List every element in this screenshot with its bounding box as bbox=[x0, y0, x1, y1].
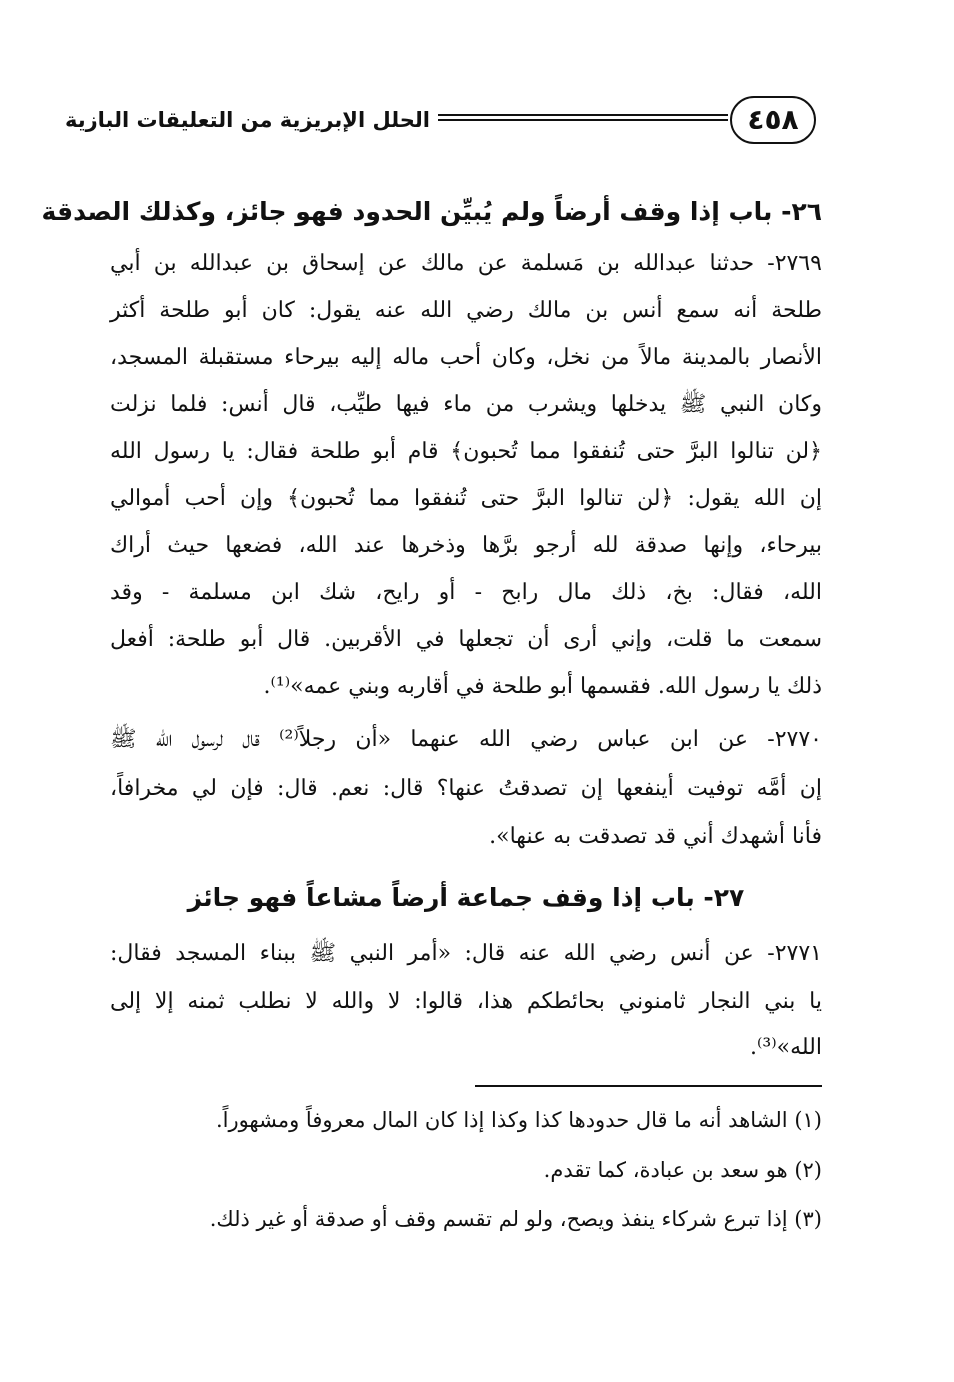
footnote: (٢) هو سعد بن عبادة، كما تقدم. bbox=[543, 1158, 822, 1182]
footnote: (١) الشاهد أنه ما قال حدودها كذا وكذا إذا كان المال معروفاً ومشهوراً. bbox=[215, 1108, 822, 1132]
text-line: إن أمَّه توفيت أينفعها إن تصدقتُ عنها؟ قال: نعم. قال: فإن لي مخرافاً، bbox=[110, 776, 822, 801]
footnote-separator bbox=[475, 1085, 822, 1087]
text-line: ٢٧٧٠- عن ابن عباس رضي الله عنهما «أن رجلاً⁽²⁾ قال لرسول الله ﷺ bbox=[110, 727, 822, 752]
text-line: الله، فقال: بخ، ذلك مال رابح - أو رايح، شك ابن مسلمة - وقد bbox=[110, 580, 822, 605]
header-rule bbox=[438, 114, 728, 124]
page-number: ٤٥٨ bbox=[730, 96, 816, 144]
text-line: سمعت ما قلت، وإني أرى أن تجعلها في الأقربين. قال أبو طلحة: أفعل bbox=[110, 627, 822, 652]
running-title: الحلل الإبريزية من التعليقات البازية bbox=[64, 108, 430, 132]
section-heading-27: ٢٧- باب إذا وقف جماعة أرضاً مشاعاً فهو جائز bbox=[187, 883, 745, 912]
text-line: إن الله يقول: ﴿لن تنالوا البرَّ حتى تُنفقوا مما تُحبون﴾ وإن أحب أموالي bbox=[110, 486, 822, 511]
text-line: ٢٧٧١- عن أنس رضي الله عنه قال: «أمر النبي ﷺ ببناء المسجد فقال: bbox=[110, 941, 822, 966]
text-line: بيرحاء، وإنها صدقة لله أرجو برَّها وذخرها عند الله، فضعها حيث أراك bbox=[110, 533, 822, 558]
text-line: ٢٧٦٩- حدثنا عبدالله بن مَسلمة عن مالك عن إسحاق بن عبدالله بن أبي bbox=[110, 251, 822, 276]
text-line: وكان النبي ﷺ يدخلها ويشرب من ماء فيها طيِّب، قال أنس: فلما نزلت bbox=[110, 392, 822, 417]
page-header bbox=[64, 96, 822, 152]
text-line: ذلك يا رسول الله. فقسمها أبو طلحة في أقاربه وبني عمه»⁽¹⁾. bbox=[263, 674, 822, 699]
text-line: يا بني النجار ثامنوني بحائطكم هذا، قالوا: لا والله لا نطلب ثمنه إلا إلى bbox=[110, 989, 822, 1014]
section-heading-26: ٢٦- باب إذا وقف أرضاً ولم يُبيِّن الحدود فهو جائز، وكذلك الصدقة bbox=[41, 197, 822, 226]
text-line: الأنصار بالمدينة مالاً من نخل، وكان أحب ماله إليه بيرحاء مستقبلة المسجد، bbox=[110, 345, 822, 370]
text-line: طلحة أنه سمع أنس بن مالك رضي الله عنه يقول: كان أبو طلحة أكثر bbox=[110, 298, 822, 323]
text-line: ﴿لن تنالوا البرَّ حتى تُنفقوا مما تُحبون﴾ قام أبو طلحة فقال: يا رسول الله bbox=[110, 439, 822, 464]
text-line: فأنا أشهدك أني قد تصدقت به عنها». bbox=[489, 824, 822, 849]
footnote: (٣) إذا تبرع شركاء ينفذ ويصح، ولو لم تقسم وقف أو صدقة أو غير ذلك. bbox=[209, 1207, 822, 1231]
text-line: الله»⁽³⁾. bbox=[750, 1035, 822, 1060]
